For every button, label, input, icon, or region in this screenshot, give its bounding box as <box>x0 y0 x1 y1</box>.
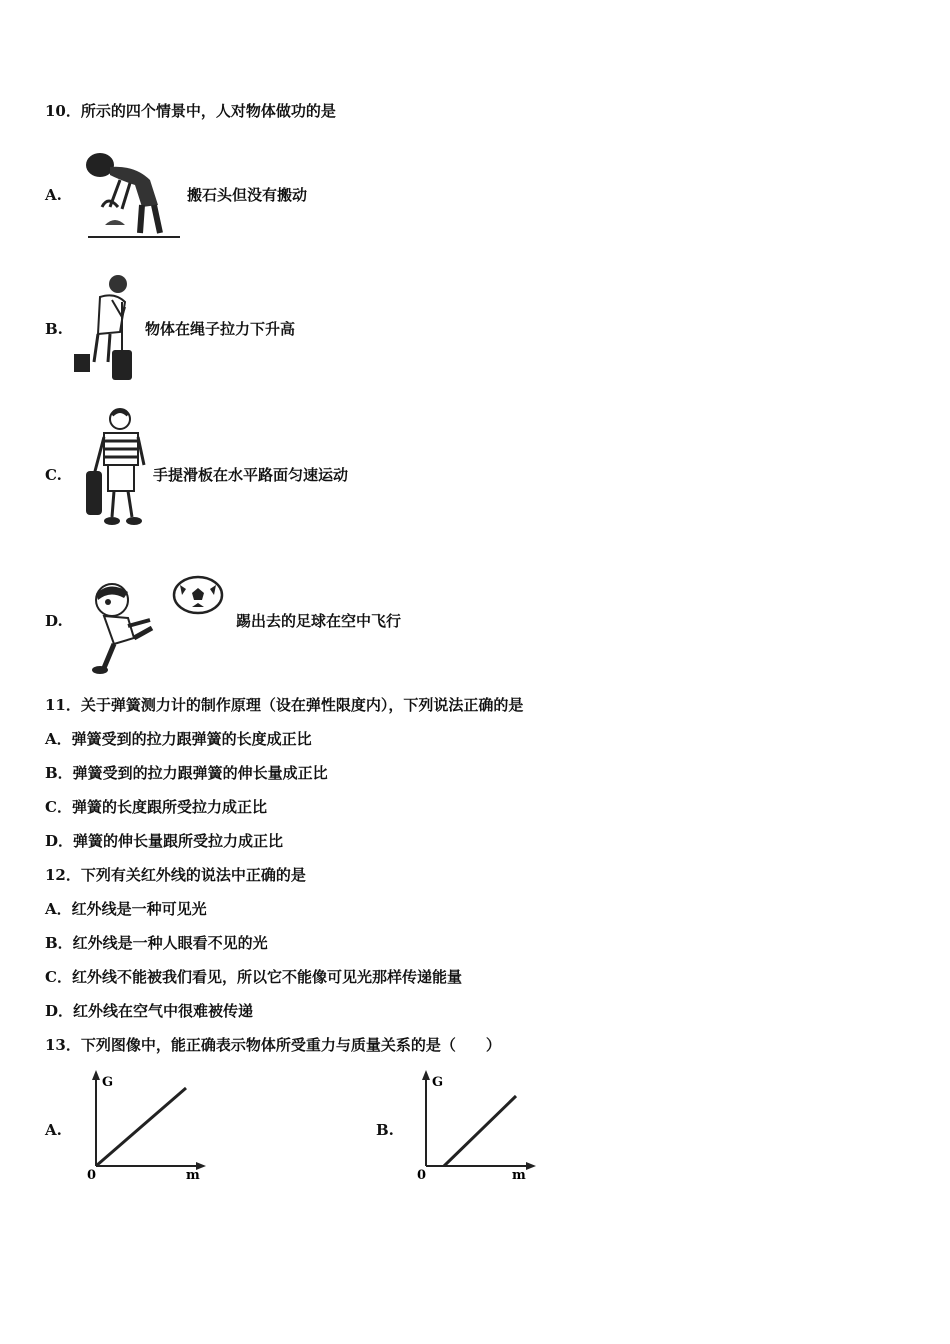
q13-option-a-letter: A. <box>45 1121 62 1139</box>
q10-option-b-text: 物体在绳子拉力下升高 <box>145 320 296 338</box>
q12-option-d: D．红外线在空气中很难被传递 <box>45 1002 254 1020</box>
line-offset-from-origin <box>444 1096 516 1166</box>
q12-option-a: A．红外线是一种可见光 <box>45 900 207 918</box>
y-axis-label: G <box>102 1075 114 1090</box>
q11-option-d: D．弹簧的伸长量跟所受拉力成正比 <box>45 832 284 850</box>
question-10-stem: 10．所示的四个情景中，人对物体做功的是 <box>45 102 336 120</box>
boy-kicking-ball-illustration <box>84 578 156 676</box>
soccer-ball-icon <box>172 575 224 615</box>
origin-label: 0 <box>417 1168 427 1183</box>
line-through-origin <box>96 1088 186 1166</box>
q12-option-b: B．红外线是一种人眼看不见的光 <box>45 934 268 952</box>
q13-option-b-letter: B. <box>376 1121 394 1139</box>
q10-option-c-text: 手提滑板在水平路面匀速运动 <box>153 466 349 484</box>
x-axis-arrow-icon <box>526 1162 536 1170</box>
q11-option-c: C．弹簧的长度跟所受拉力成正比 <box>45 798 267 816</box>
person-lifting-stone-illustration <box>80 145 185 240</box>
x-axis-label: m <box>186 1168 200 1183</box>
q13-graph-a <box>82 1068 212 1183</box>
q13-graph-b <box>412 1068 542 1183</box>
q10-option-c-letter: C. <box>45 466 62 484</box>
q11-option-b: B．弹簧受到的拉力跟弹簧的伸长量成正比 <box>45 764 328 782</box>
question-12-stem: 12．下列有关红外线的说法中正确的是 <box>45 866 306 884</box>
q10-option-a-text: 搬石头但没有搬动 <box>187 186 308 204</box>
y-axis-label: G <box>432 1075 444 1090</box>
q10-option-b-letter: B. <box>45 320 63 338</box>
q10-option-a-letter: A. <box>45 186 62 204</box>
person-pulling-rope-illustration <box>70 272 140 384</box>
q11-option-a: A．弹簧受到的拉力跟弹簧的长度成正比 <box>45 730 312 748</box>
q12-option-c: C．红外线不能被我们看见，所以它不能像可见光那样传递能量 <box>45 968 462 986</box>
y-axis-arrow-icon <box>422 1070 430 1080</box>
q10-option-d-letter: D. <box>45 612 63 630</box>
question-13-stem: 13．下列图像中，能正确表示物体所受重力与质量关系的是（ ） <box>45 1036 501 1054</box>
x-axis-label: m <box>512 1168 526 1183</box>
origin-label: 0 <box>87 1168 97 1183</box>
question-11-stem: 11．关于弹簧测力计的制作原理（设在弹性限度内），下列说法正确的是 <box>45 696 524 714</box>
person-carrying-skateboard-illustration <box>82 405 152 530</box>
q10-option-d-text: 踢出去的足球在空中飞行 <box>236 612 402 630</box>
y-axis-arrow-icon <box>92 1070 100 1080</box>
